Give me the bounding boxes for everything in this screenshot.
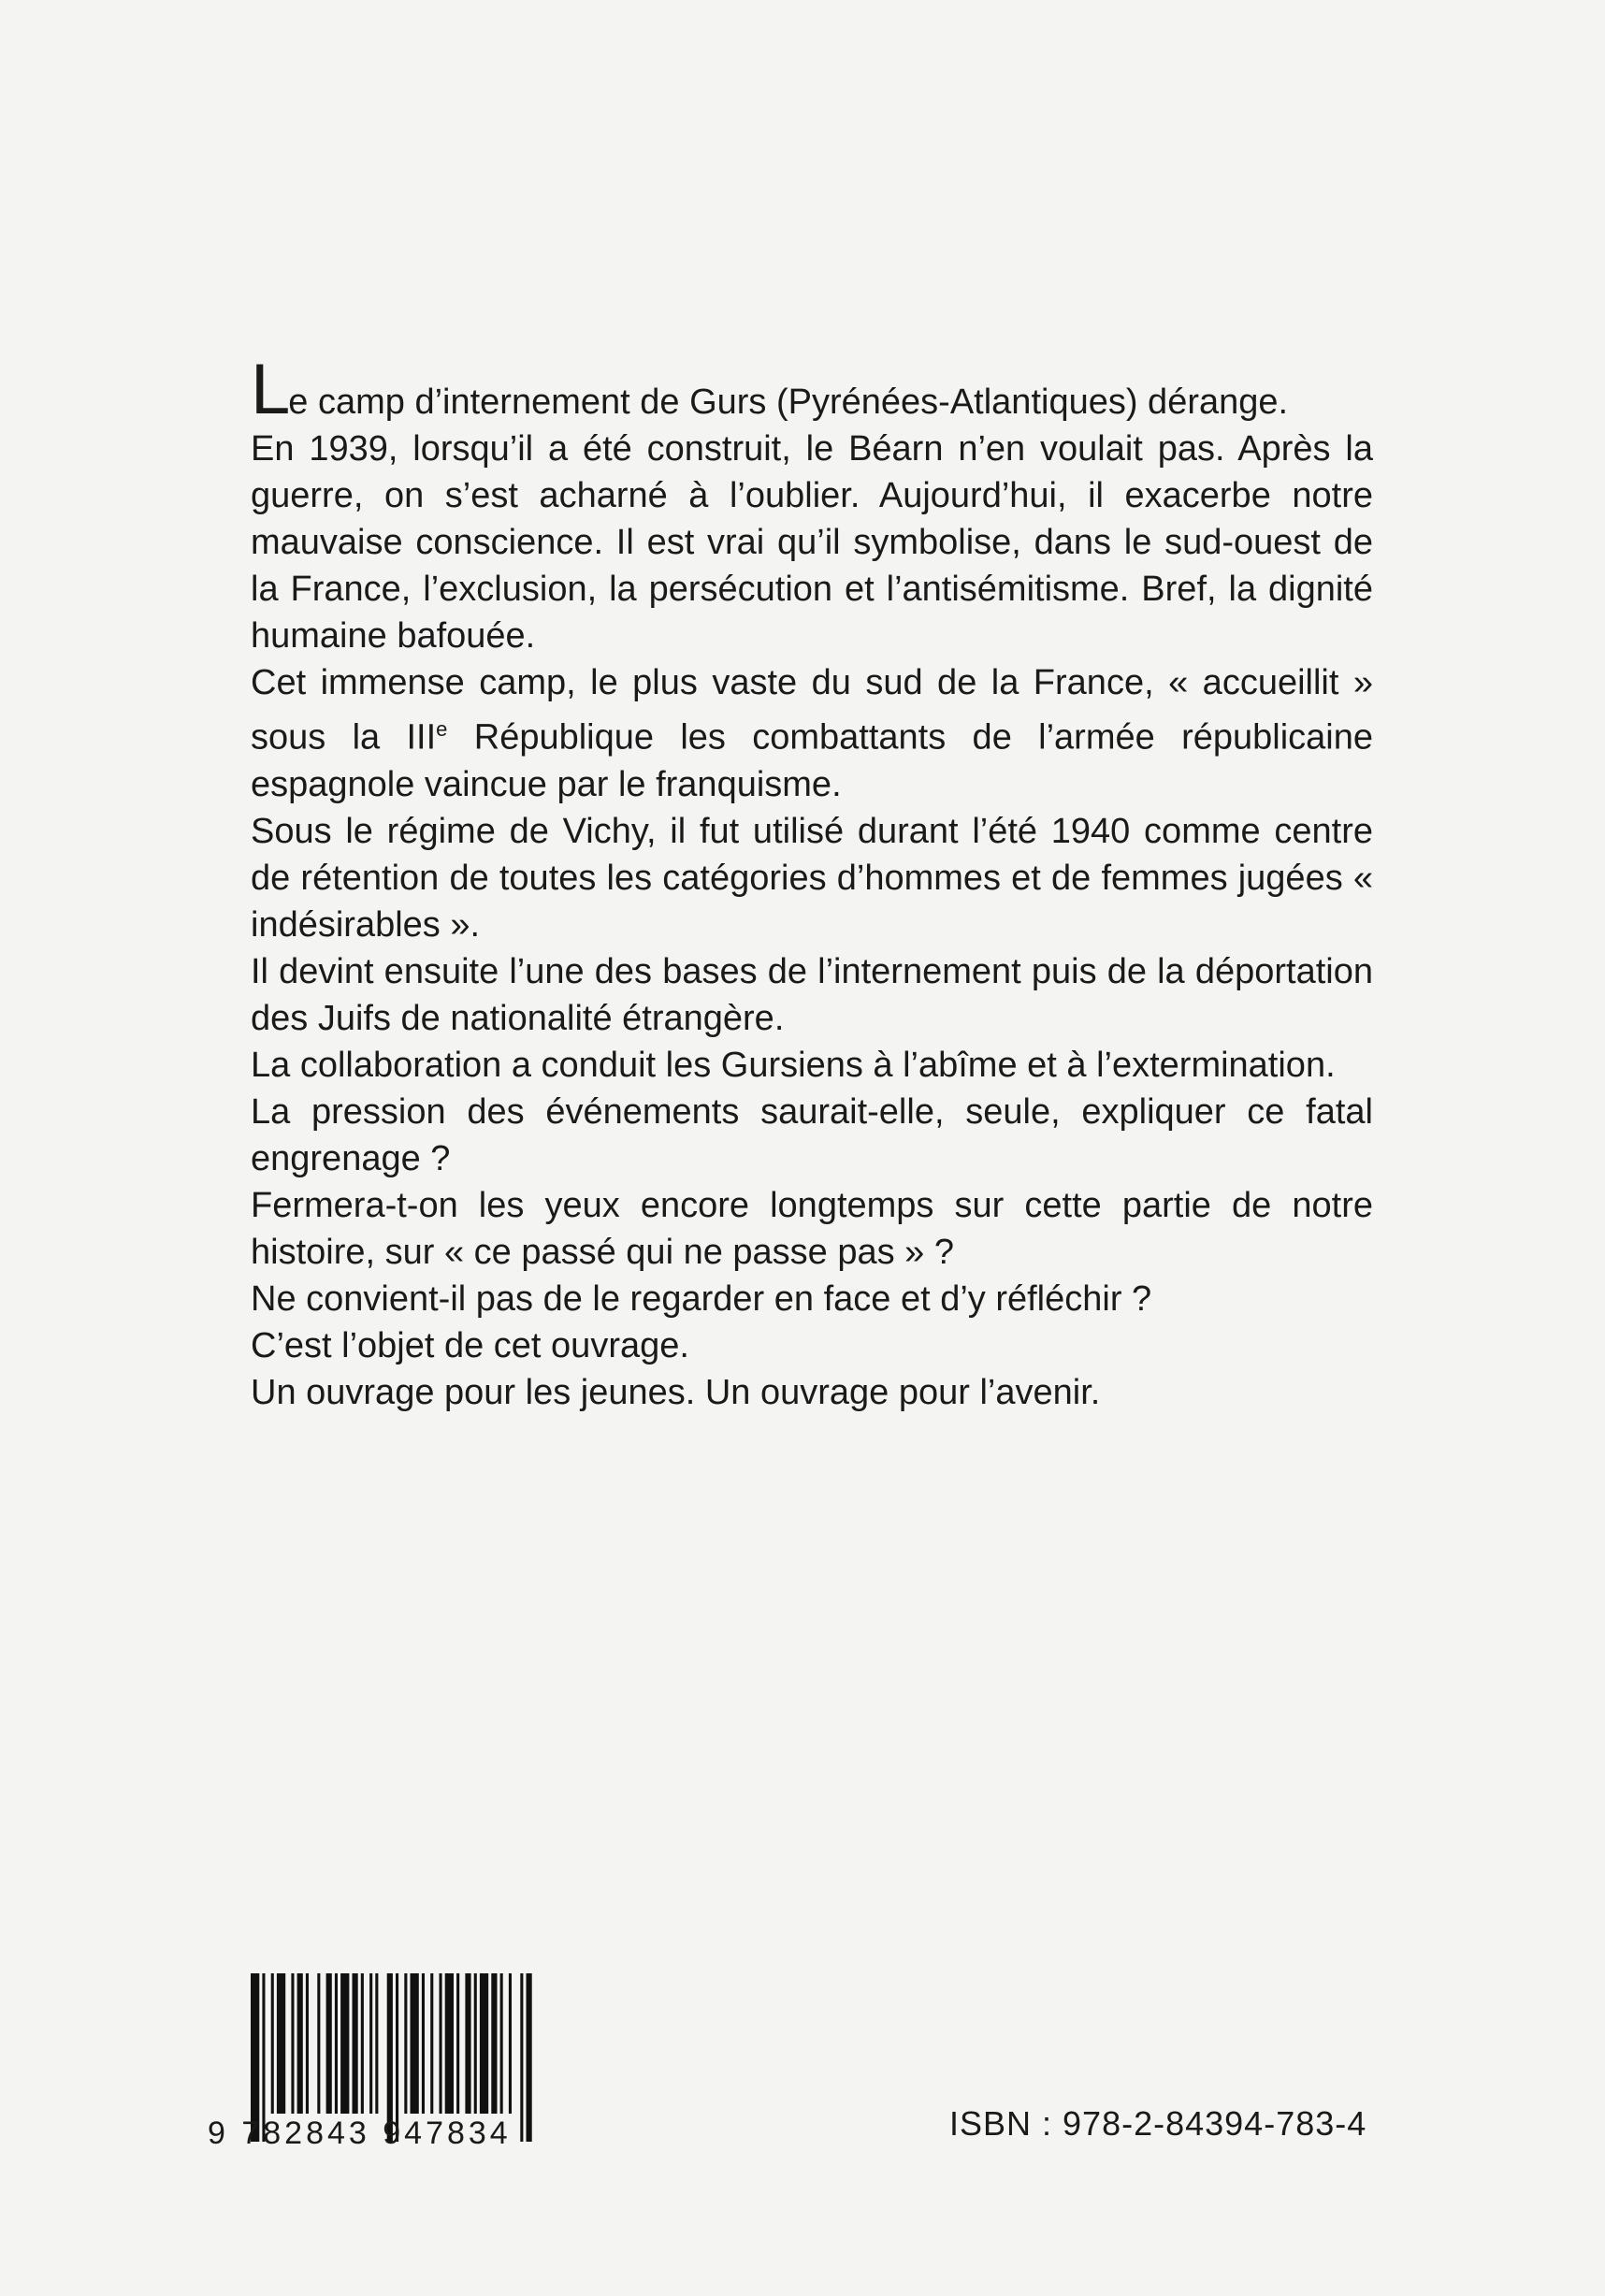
barcode-bar (491, 1973, 497, 2114)
ean-barcode (208, 1973, 582, 2151)
blurb-paragraph-8: Fermera-t-on les yeux encore longtemps sur cette partie de notre histoire, sur « ce passé qui ne passe pas » ? (251, 1185, 1373, 1272)
blurb-paragraph-3-part-b: République les combattants de l’armée républicaine espagnole vaincue par le franquisme. (251, 717, 1373, 804)
barcode-bar (361, 1973, 364, 2114)
barcode-bar (527, 1973, 532, 2142)
back-cover-blurb (251, 350, 1373, 1416)
barcode-bar (480, 1973, 488, 2114)
barcode-bar (340, 1973, 349, 2114)
barcode-bar (445, 1973, 454, 2114)
blurb-paragraph-3 (251, 659, 1373, 808)
barcode-bar (326, 1973, 332, 2114)
isbn-number: ISBN : 978-2-84394-783-4 (949, 2104, 1367, 2143)
barcode-bar (404, 1973, 407, 2114)
republic-ordinal-superscript: e (436, 717, 448, 741)
barcode-bar (353, 1973, 358, 2114)
barcode-bar (291, 1973, 294, 2114)
blurb-paragraph-10: C’est l’objet de cet ouvrage. (251, 1325, 689, 1365)
barcode-bar (509, 1973, 512, 2114)
blurb-paragraph-7: La pression des événements saurait-elle, seule, expliquer ce fatal engrenage ? (251, 1091, 1373, 1178)
barcode-bar (430, 1973, 433, 2114)
barcode-bar (317, 1973, 320, 2114)
blurb-paragraph-5: Il devint ensuite l’une des bases de l’internement puis de la déportation des Juifs de nationalité étrangère. (251, 951, 1373, 1038)
barcode-bar (335, 1973, 338, 2114)
barcode-bar (474, 1973, 477, 2114)
blurb-paragraph-1 (251, 350, 1373, 429)
blurb-paragraph-11: Un ouvrage pour les jeunes. Un ouvrage pour l’avenir. (251, 1372, 1101, 1412)
blurb-paragraph-1-text: e camp d’internement de Gurs (Pyrénées-Atlantiques) dérange. (288, 383, 1289, 422)
barcode-bar (456, 1973, 459, 2114)
blurb-paragraph-3-part-a: Cet immense camp, le plus vaste du sud de la France, « accueillit » sous la III (251, 663, 1373, 758)
barcode-bar (271, 1973, 274, 2114)
barcode-bar (297, 1973, 303, 2114)
barcode-bar (422, 1973, 425, 2114)
barcode-bar (369, 1973, 372, 2114)
blurb-paragraph-6: La collaboration a conduit les Gursiens à l’abîme et à l’extermination. (251, 1045, 1336, 1085)
barcode-bar (520, 1973, 523, 2142)
barcode-bar (465, 1973, 470, 2114)
barcode-digits: 9 782843 947834 (208, 2115, 512, 2151)
barcode-bar (306, 1973, 309, 2114)
drop-cap-letter: L (251, 350, 289, 429)
barcode-bar (375, 1973, 378, 2114)
blurb-paragraph-2: En 1939, lorsqu’il a été construit, le Béarn n’en voulait pas. Après la guerre, on s’est acharné à l’oublier. Aujourd’hui, il exacerbe notre mauvaise conscience. Il est vrai qu’il symbolise, dans le sud-ouest de la France, l’exclusion, la persécution et l’antisémitisme. Bref, la dignité humaine bafouée. (251, 429, 1373, 656)
barcode-bar (440, 1973, 442, 2114)
blurb-paragraph-9: Ne convient-il pas de le regarder en face et d’y réfléchir ? (251, 1278, 1152, 1319)
barcode-bar (500, 1973, 503, 2114)
barcode-bar (411, 1973, 419, 2114)
barcode-bar (277, 1973, 285, 2114)
blurb-paragraph-4: Sous le régime de Vichy, il fut utilisé durant l’été 1940 comme centre de rétention de toutes les catégories d’hommes et de femmes jugées « indésirables ». (251, 811, 1373, 945)
